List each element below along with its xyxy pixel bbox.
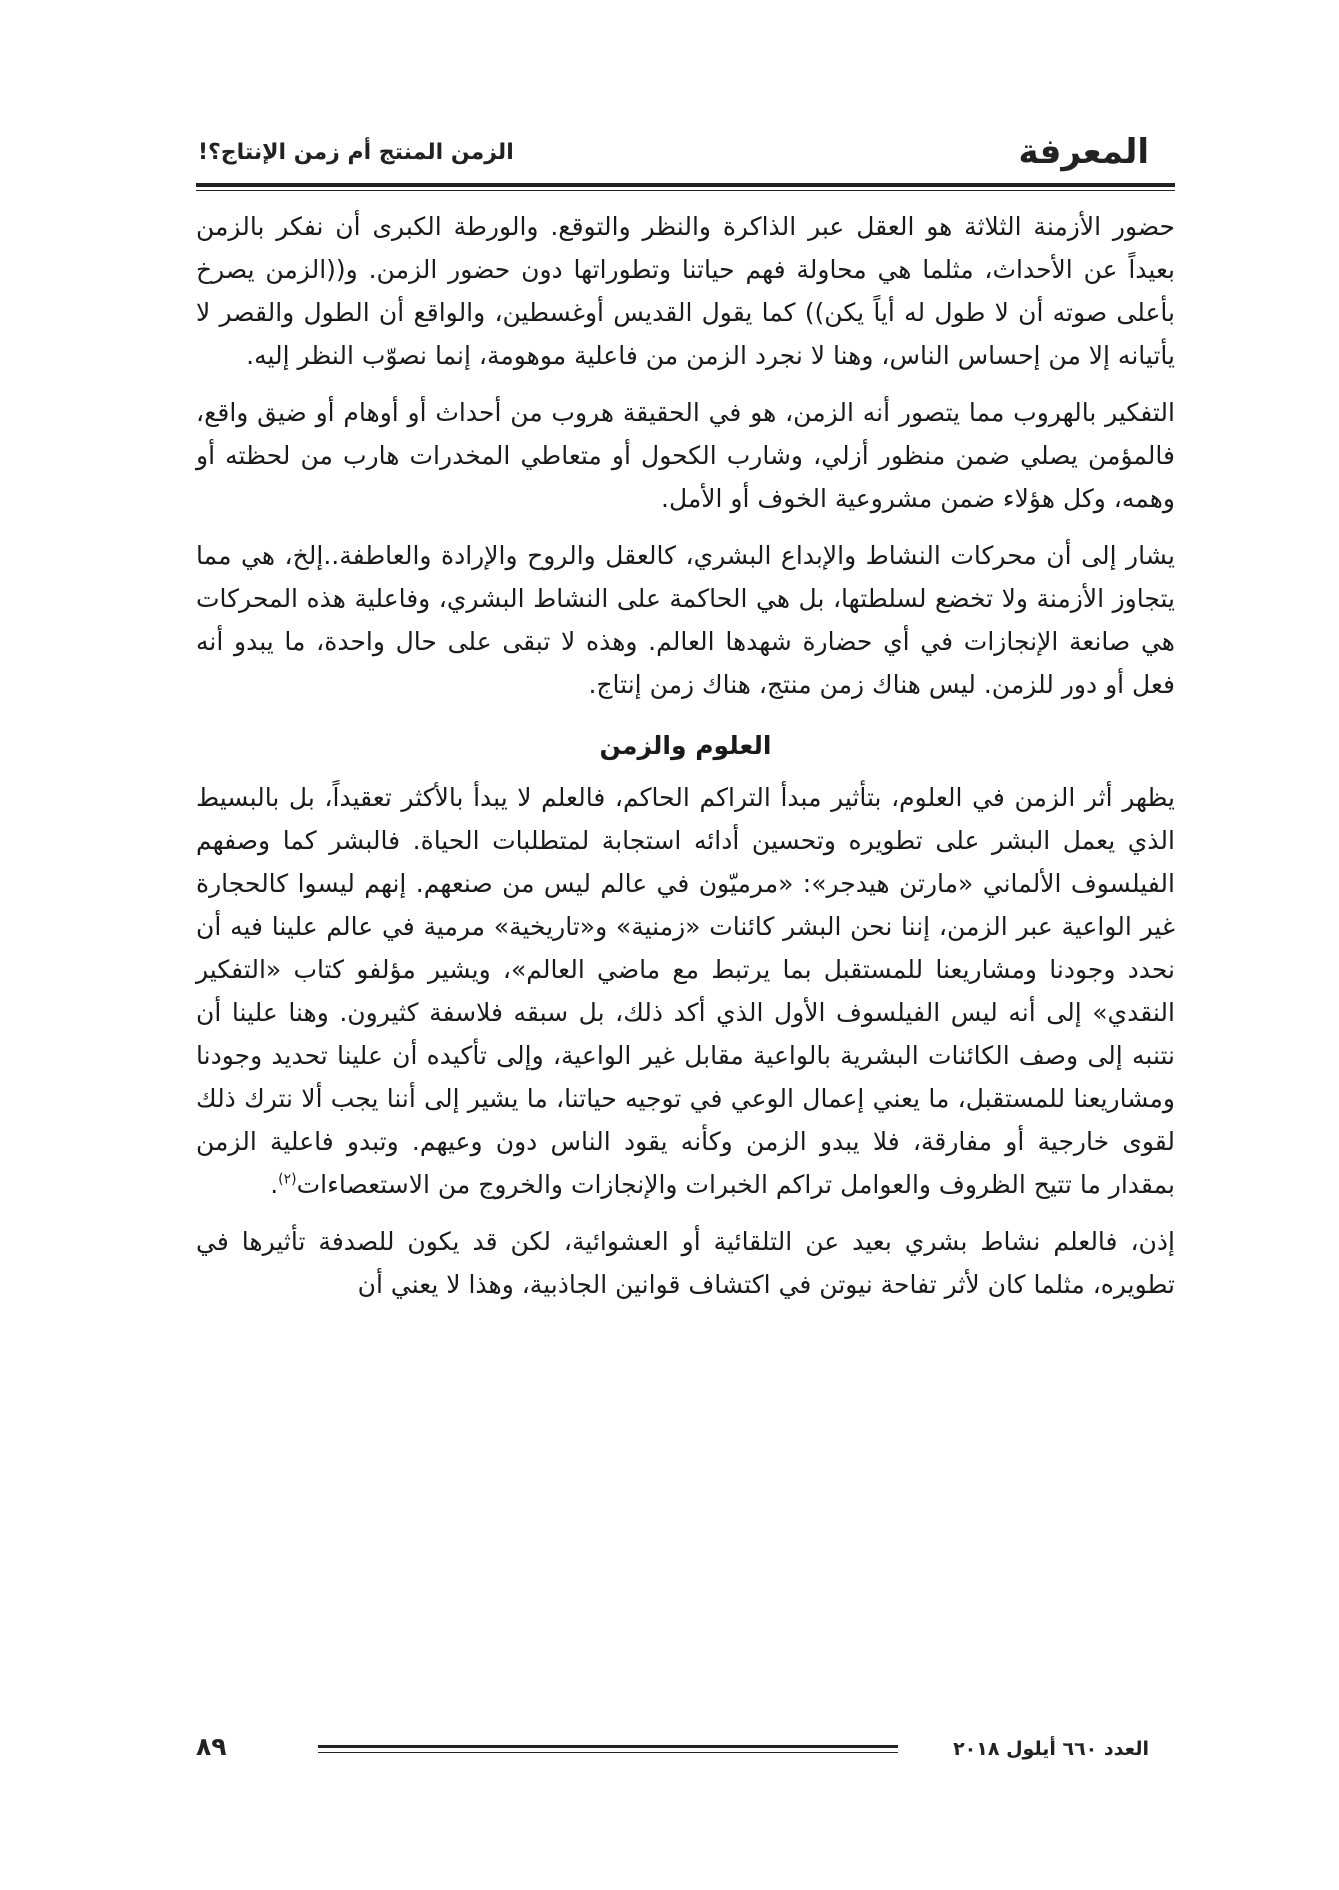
article-running-title: الزمن المنتج أم زمن الإنتاج؟! — [198, 140, 514, 165]
header-rule-thin — [196, 190, 1175, 191]
paragraph-4-end: . — [270, 1170, 279, 1199]
paragraph-3: يشار إلى أن محركات النشاط والإبداع البشري، كالعقل والروح والإرادة والعاطفة..إلخ، هي مما يتجاوز الأزمنة ولا تخضع لسلطتها، بل هي الحاكمة على النشاط البشري، وفاعلية هذه المحركات هي صانعة الإنجازات في أي حضارة شهدها العالم. وهذه لا تبقى على حال واحدة، ما يبدو أنه فعل أو دور للزمن. ليس هناك زمن منتج، هناك زمن إنتاج. — [196, 541, 1175, 699]
footnote-marker: (٢) — [278, 1171, 297, 1188]
issue-info: العدد ٦٦٠ أيلول ٢٠١٨ — [953, 1738, 1149, 1760]
section-heading: العلوم والزمن — [599, 731, 772, 760]
paragraph-4-text: يظهر أثر الزمن في العلوم، بتأثير مبدأ التراكم الحاكم، فالعلم لا يبدأ بالأكثر تعقيداً، بل بالبسيط الذي يعمل البشر على تطويره وتحسين أدائه استجابة لمتطلبات الحياة. فالبشر كما وصفهم الفيلسوف الألماني «مارتن هيدجر»: «مرميّون في عالم ليس من صنعهم. إنهم ليسوا كالحجارة غير الواعية عبر الزمن، إننا نحن البشر كائنات «زمنية» و«تاريخية» مرمية في عالم علينا فيه أن نحدد وجودنا ومشاريعنا للمستقبل بما يرتبط مع ماضي العالم»، ويشير مؤلفو كتاب «التفكير النقدي» إلى أنه ليس الفيلسوف الأول الذي أكد ذلك، بل سبقه فلاسفة كثيرون. وهنا علينا أن نتنبه إلى وصف الكائنات البشرية بالواعية مقابل غير الواعية، وإلى تأكيده أن علينا تحديد وجودنا ومشاريعنا للمستقبل، ما يعني إعمال الوعي في توجيه حياتنا، ما يشير إلى أننا يجب ألا نترك ذلك لقوى خارجية أو مفارقة، فلا يبدو الزمن وكأنه يقود الناس دون وعيهم. وتبدو فاعلية الزمن بمقدار ما تتيح الظروف والعوامل تراكم الخبرات والإنجازات والخروج من الاستعصاءات — [196, 783, 1175, 1199]
article-body — [196, 205, 1175, 1320]
magazine-logo: المعرفة — [1018, 132, 1149, 172]
page-number: ٨٩ — [196, 1732, 227, 1761]
footer-rule — [318, 1745, 898, 1748]
paragraph-4 — [196, 776, 1175, 1206]
paragraph-2: التفكير بالهروب مما يتصور أنه الزمن، هو في الحقيقة هروب من أحداث أو أوهام أو ضيق واقع، فالمؤمن يصلي ضمن منظور أزلي، وشارب الكحول أو متعاطي المخدرات هارب من لحظته أو وهمه، وكل هؤلاء ضمن مشروعية الخوف أو الأمل. — [196, 398, 1175, 513]
paragraph-1: حضور الأزمنة الثلاثة هو العقل عبر الذاكرة والنظر والتوقع. والورطة الكبرى أن نفكر بالزمن بعيداً عن الأحداث، مثلما هي محاولة فهم حياتنا وتطوراتها دون حضور الزمن. و((الزمن يصرخ بأعلى صوته أن لا طول له أياً يكن)) كما يقول القديس أوغسطين، والواقع أن الطول والقصر لا يأتيانه إلا من إحساس الناس، وهنا لا نجرد الزمن من فاعلية موهومة، إنما نصوّب النظر إليه. — [196, 212, 1175, 370]
header-rule — [196, 183, 1175, 187]
footer-rule-thin — [318, 1752, 898, 1753]
paragraph-5: إذن، فالعلم نشاط بشري بعيد عن التلقائية أو العشوائية، لكن قد يكون للصدفة تأثيرها في تطويره، مثلما كان لأثر تفاحة نيوتن في اكتشاف قوانين الجاذبية، وهذا لا يعني أن — [196, 1227, 1175, 1299]
